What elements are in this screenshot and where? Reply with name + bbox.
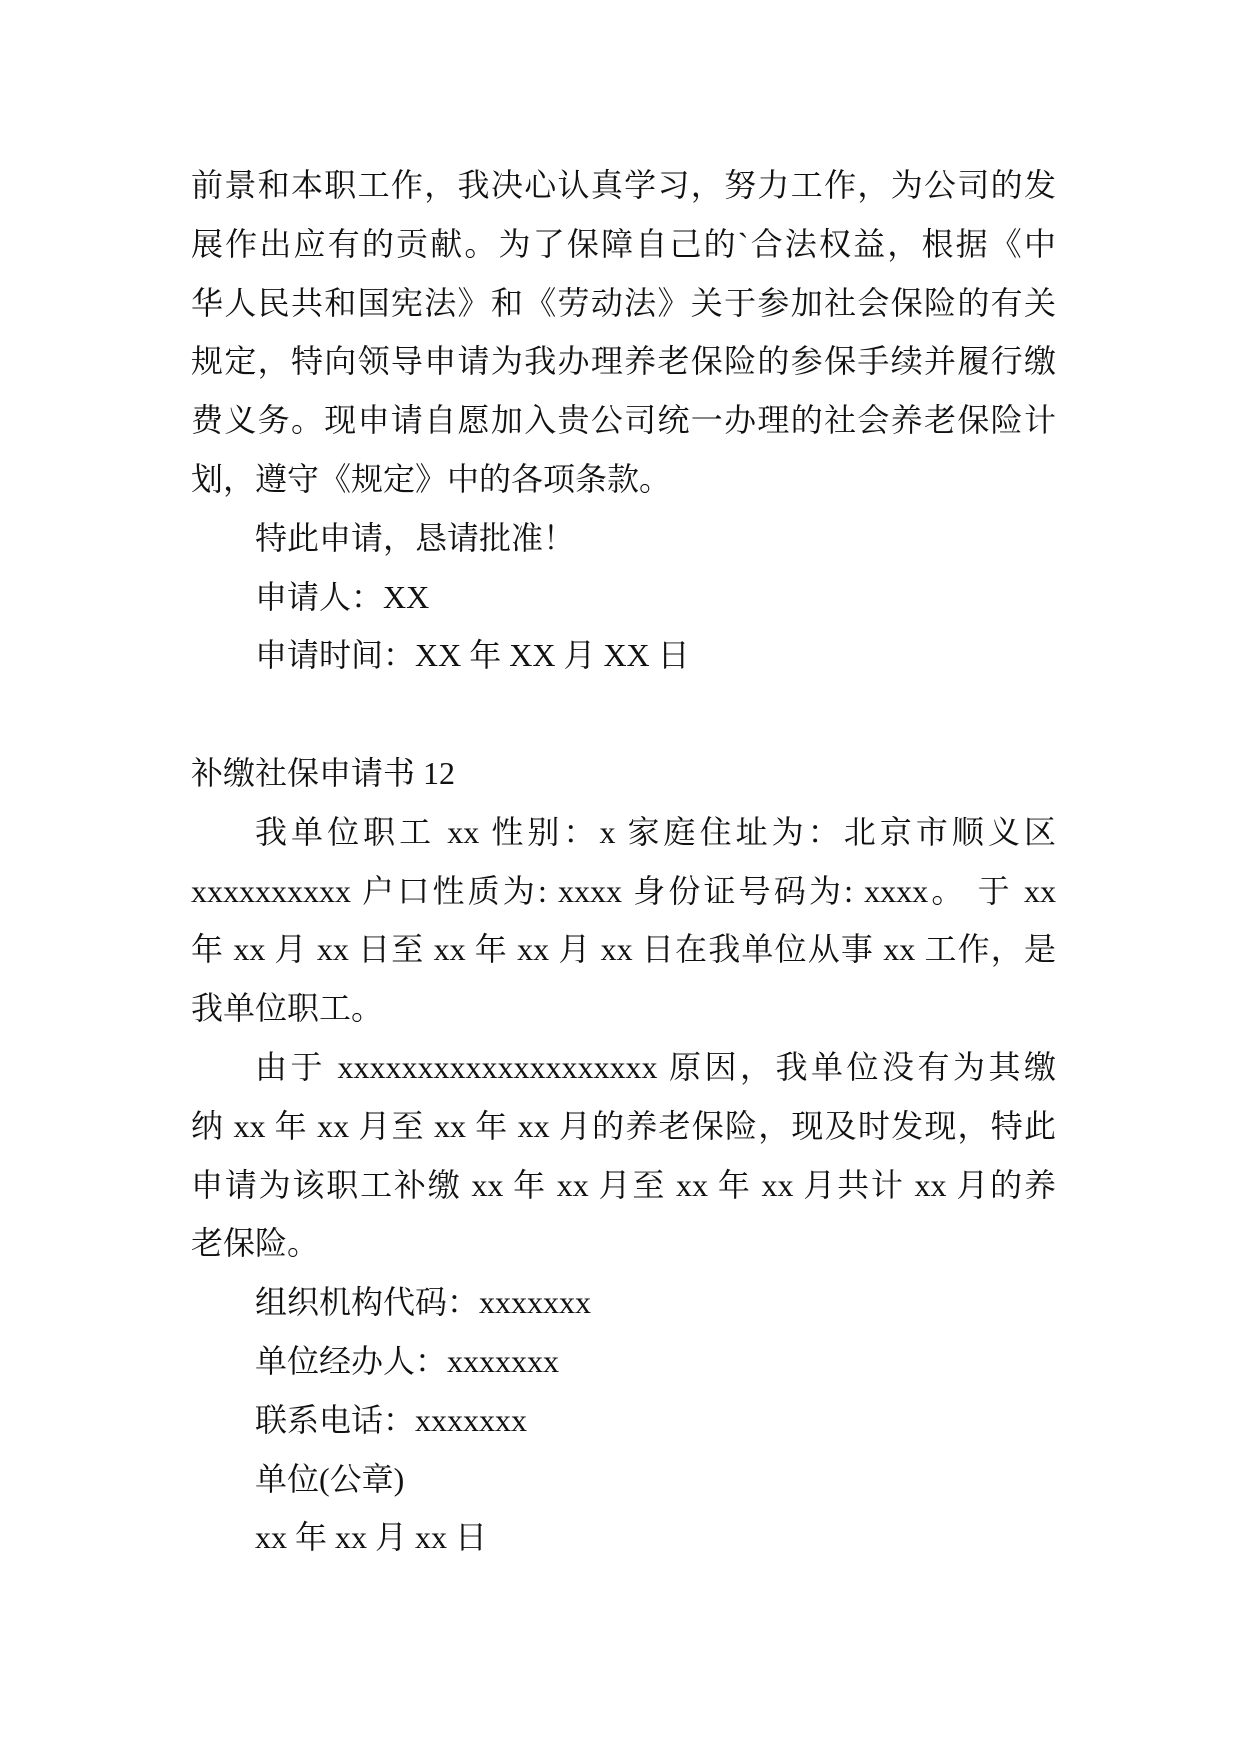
applicant-line: 申请人：XX — [255, 578, 430, 615]
body-line: 前景和本职工作，我决心认真学习，努力工作，为公司的发 — [191, 167, 1056, 203]
phone-line: 联系电话：xxxxxxx — [255, 1401, 528, 1438]
signature-date-line: xx 年 xx 月 xx 日 — [255, 1519, 488, 1556]
section-title: 补缴社保申请书 12 — [191, 754, 456, 791]
paragraph-line: 我单位职工。 — [191, 990, 384, 1027]
document-body — [191, 156, 1056, 1567]
body-line: 华人民共和国宪法》和《劳动法》关于参加社会保险的有关 — [191, 284, 1056, 321]
body-line: 展作出应有的贡献。为了保障自己的`合法权益，根据《中 — [191, 225, 1056, 262]
body-line: 划，遵守《规定》中的各项条款。 — [191, 460, 672, 497]
paragraph-line: 年 xx 月 xx 日至 xx 年 xx 月 xx 日在我单位从事 xx 工作，是 — [191, 931, 1056, 968]
seal-line: 单位(公章) — [255, 1460, 405, 1497]
handler-line: 单位经办人：xxxxxxx — [255, 1342, 560, 1379]
application-date-line: 申请时间：XX 年 XX 月 XX 日 — [255, 637, 690, 674]
body-line: 规定，特向领导申请为我办理养老保险的参保手续并履行缴 — [191, 343, 1056, 380]
paragraph-line: 我单位职工 xx 性别：x 家庭住址为：北京市顺义区 — [255, 813, 1056, 850]
paragraph-line: 由于 xxxxxxxxxxxxxxxxxxxx 原因，我单位没有为其缴 — [255, 1048, 1056, 1085]
body-line: 费义务。现申请自愿加入贵公司统一办理的社会养老保险计 — [191, 402, 1056, 439]
paragraph-line: 纳 xx 年 xx 月至 xx 年 xx 月的养老保险，现及时发现，特此 — [191, 1107, 1056, 1144]
closing-line: 特此申请，恳请批准！ — [255, 519, 576, 556]
org-code-line: 组织机构代码：xxxxxxx — [255, 1284, 592, 1321]
paragraph-line: xxxxxxxxxx 户口性质为: xxxx 身份证号码为: xxxx。 于 xx — [191, 872, 1056, 909]
paragraph-line: 申请为该职工补缴 xx 年 xx 月至 xx 年 xx 月共计 xx 月的养 — [191, 1166, 1056, 1203]
paragraph-line: 老保险。 — [191, 1225, 320, 1262]
